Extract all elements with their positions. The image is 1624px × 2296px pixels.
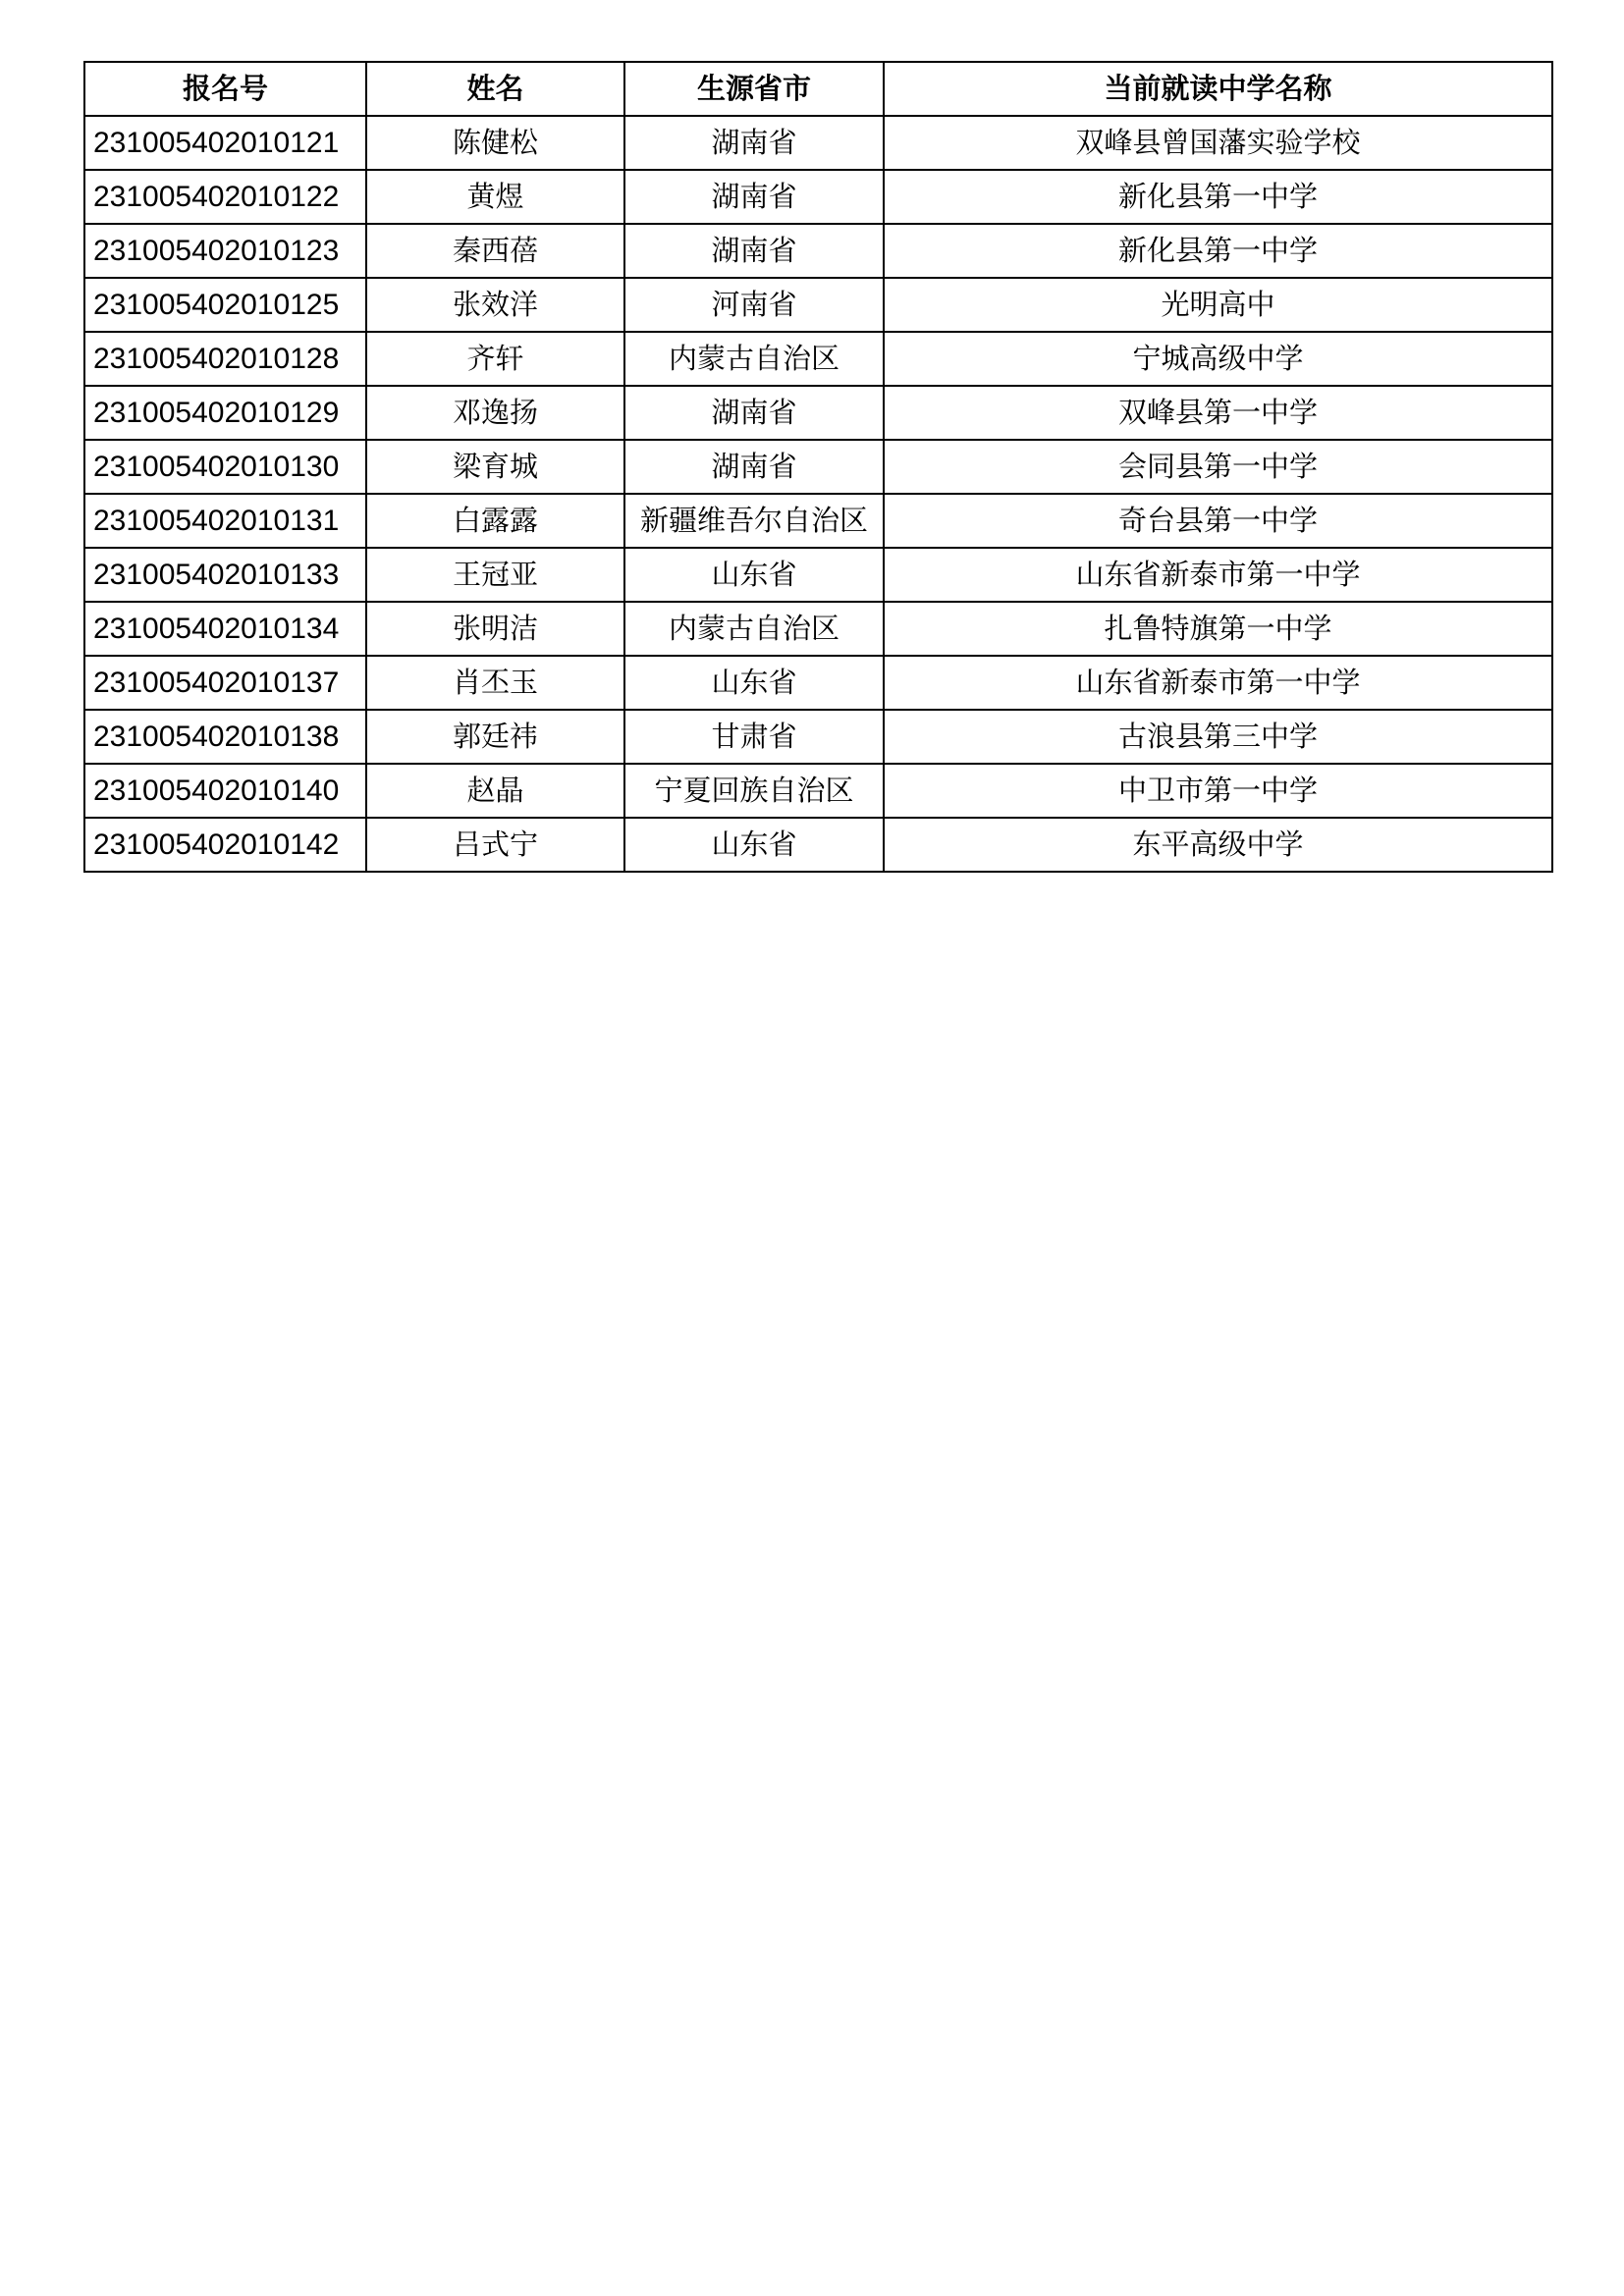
- cell-current-school: 会同县第一中学: [884, 440, 1552, 494]
- cell-name: 张效洋: [366, 278, 624, 332]
- cell-registration-number: 231005402010133: [84, 548, 366, 602]
- cell-name: 秦西蓓: [366, 224, 624, 278]
- table-row: [84, 764, 1552, 818]
- cell-source-province: 内蒙古自治区: [624, 602, 884, 656]
- cell-current-school: 双峰县曾国藩实验学校: [884, 116, 1552, 170]
- table-row: [84, 170, 1552, 224]
- cell-name: 王冠亚: [366, 548, 624, 602]
- table-body: [84, 116, 1552, 872]
- table-row: [84, 494, 1552, 548]
- cell-registration-number: 231005402010129: [84, 386, 366, 440]
- cell-current-school: 双峰县第一中学: [884, 386, 1552, 440]
- cell-name: 白露露: [366, 494, 624, 548]
- header-current-school: 当前就读中学名称: [884, 62, 1552, 116]
- cell-source-province: 山东省: [624, 548, 884, 602]
- cell-registration-number: 231005402010138: [84, 710, 366, 764]
- cell-current-school: 新化县第一中学: [884, 170, 1552, 224]
- cell-registration-number: 231005402010131: [84, 494, 366, 548]
- table-row: [84, 602, 1552, 656]
- cell-source-province: 宁夏回族自治区: [624, 764, 884, 818]
- table-row: [84, 818, 1552, 872]
- table-row: [84, 440, 1552, 494]
- cell-source-province: 湖南省: [624, 386, 884, 440]
- cell-name: 黄煜: [366, 170, 624, 224]
- table-row: [84, 224, 1552, 278]
- table-row: [84, 278, 1552, 332]
- cell-current-school: 扎鲁特旗第一中学: [884, 602, 1552, 656]
- cell-source-province: 湖南省: [624, 224, 884, 278]
- cell-registration-number: 231005402010125: [84, 278, 366, 332]
- table-row: [84, 548, 1552, 602]
- cell-name: 肖丕玉: [366, 656, 624, 710]
- table-row: [84, 710, 1552, 764]
- cell-registration-number: 231005402010122: [84, 170, 366, 224]
- cell-current-school: 奇台县第一中学: [884, 494, 1552, 548]
- cell-current-school: 山东省新泰市第一中学: [884, 548, 1552, 602]
- table-row: [84, 332, 1552, 386]
- cell-source-province: 河南省: [624, 278, 884, 332]
- cell-current-school: 古浪县第三中学: [884, 710, 1552, 764]
- cell-registration-number: 231005402010121: [84, 116, 366, 170]
- table-row: [84, 386, 1552, 440]
- cell-source-province: 山东省: [624, 656, 884, 710]
- cell-name: 吕式宁: [366, 818, 624, 872]
- header-source-province: 生源省市: [624, 62, 884, 116]
- cell-registration-number: 231005402010128: [84, 332, 366, 386]
- cell-registration-number: 231005402010123: [84, 224, 366, 278]
- cell-registration-number: 231005402010137: [84, 656, 366, 710]
- cell-current-school: 东平高级中学: [884, 818, 1552, 872]
- table-row: [84, 116, 1552, 170]
- header-registration-number: 报名号: [84, 62, 366, 116]
- cell-name: 邓逸扬: [366, 386, 624, 440]
- cell-source-province: 新疆维吾尔自治区: [624, 494, 884, 548]
- cell-source-province: 甘肃省: [624, 710, 884, 764]
- cell-current-school: 中卫市第一中学: [884, 764, 1552, 818]
- cell-registration-number: 231005402010140: [84, 764, 366, 818]
- cell-source-province: 山东省: [624, 818, 884, 872]
- cell-current-school: 宁城高级中学: [884, 332, 1552, 386]
- header-name: 姓名: [366, 62, 624, 116]
- cell-source-province: 湖南省: [624, 170, 884, 224]
- cell-source-province: 湖南省: [624, 116, 884, 170]
- table-row: [84, 656, 1552, 710]
- cell-registration-number: 231005402010142: [84, 818, 366, 872]
- cell-name: 赵晶: [366, 764, 624, 818]
- cell-registration-number: 231005402010134: [84, 602, 366, 656]
- cell-current-school: 光明高中: [884, 278, 1552, 332]
- table-header-row: [84, 62, 1552, 116]
- student-roster-table: [83, 61, 1553, 873]
- cell-name: 郭廷祎: [366, 710, 624, 764]
- cell-source-province: 湖南省: [624, 440, 884, 494]
- cell-name: 陈健松: [366, 116, 624, 170]
- cell-registration-number: 231005402010130: [84, 440, 366, 494]
- cell-current-school: 山东省新泰市第一中学: [884, 656, 1552, 710]
- cell-name: 齐轩: [366, 332, 624, 386]
- cell-current-school: 新化县第一中学: [884, 224, 1552, 278]
- cell-name: 张明洁: [366, 602, 624, 656]
- cell-name: 梁育城: [366, 440, 624, 494]
- cell-source-province: 内蒙古自治区: [624, 332, 884, 386]
